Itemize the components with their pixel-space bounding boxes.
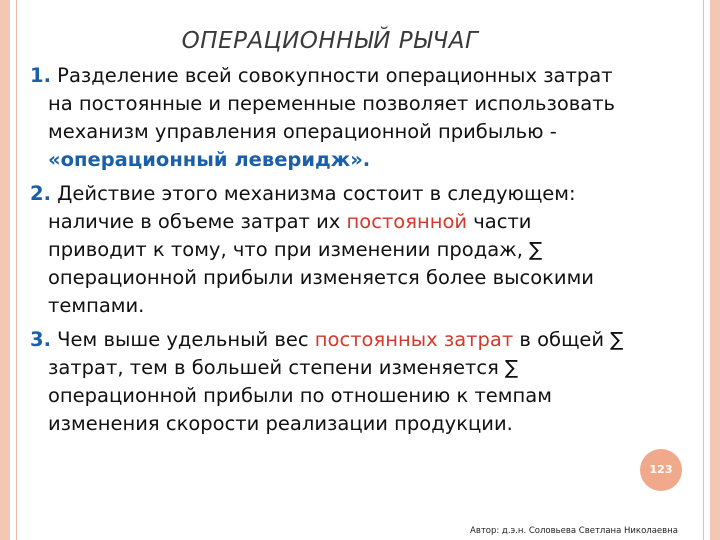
page-number-badge: 123 [640, 449, 682, 491]
item-highlight-term: «операционный леверидж». [48, 148, 371, 171]
list-item-1 [30, 62, 630, 174]
item-number: 3. [30, 328, 51, 351]
list-item-2 [30, 180, 630, 320]
item-highlight-term: постоянных затрат [314, 328, 514, 351]
list-item-3 [30, 326, 630, 438]
item-highlight-term: постоянной [346, 210, 468, 233]
slide-title: ОПЕРАЦИОННЫЙ РЫЧАГ [181, 28, 479, 54]
item-text: Разделение всей совокупности операционных затрат на постоянные и переменные позволяет использовать механизм управления операционной прибылью - [48, 64, 616, 143]
item-number: 2. [30, 182, 51, 205]
item-text: Чем выше удельный вес [50, 328, 315, 351]
slide-content [30, 62, 630, 444]
item-text: Действие этого механизма состоит в следующем: наличие в объеме затрат их [48, 182, 576, 233]
item-number: 1. [30, 64, 51, 87]
author-footer: Автор: д.э.н. Соловьева Светлана Николаевна [470, 526, 678, 536]
item-text-tail: в общей ∑ затрат, тем в большей степени изменяется ∑ операционной прибыли по отношению к темпам изменения скорости реализации продукции. [48, 328, 624, 435]
item-text-tail: части приводит к тому, что при изменении продаж, ∑ операционной прибыли изменяется более высокими темпами. [48, 210, 594, 317]
